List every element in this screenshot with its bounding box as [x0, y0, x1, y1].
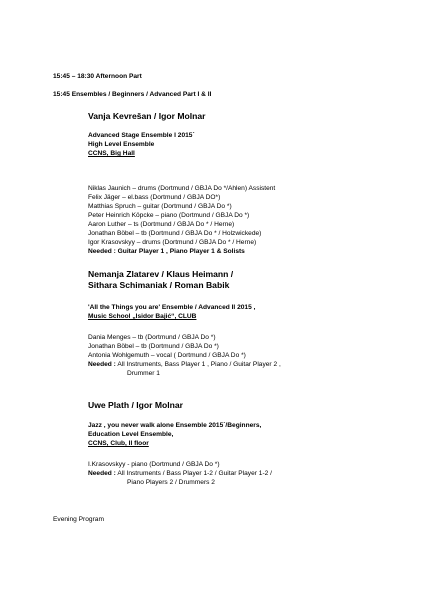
section1-member: Matthias Spruch – guitar (Dortmund / GBJA Do *) — [88, 203, 232, 210]
section1-member: Aaron Luther – ts (Dortmund / GBJA Do * / Herne) — [88, 221, 235, 228]
section2-title-line1: Nemanja Zlatarev / Klaus Heimann / — [88, 269, 234, 279]
section2-needed-label: Needed : — [88, 361, 116, 368]
section2-location: Music School „Isidor Bajić“, CLUB — [88, 313, 197, 320]
section2-member: Jonathan Böbel – tb (Dortmund / GBJA Do *) — [88, 343, 219, 350]
section1-level: High Level Ensemble — [88, 141, 155, 148]
section2-needed-text: All Instruments, Bass Player 1 , Piano / Guitar Player 2 , — [115, 361, 281, 368]
section1-needed: Needed : Guitar Player 1 , Piano Player 1 & Solists — [88, 248, 245, 255]
section3-member: I.Krasovskyy - piano (Dortmund / GBJA Do *) — [88, 461, 220, 468]
section3-needed — [88, 470, 272, 478]
section1-member: Igor Krasovskyy – drums (Dortmund / GBJA Do * / Herne) — [88, 239, 257, 246]
section2-member: Dania Menges – tb (Dortmund / GBJA Do *) — [88, 334, 216, 341]
evening-program-label: Evening Program — [53, 516, 104, 523]
section2-ensemble: 'All the Things you are' Ensemble / Advanced II 2015 , — [88, 304, 256, 311]
section2-title-line2: Sithara Schimaniak / Roman Babik — [88, 280, 230, 290]
section1-member: Jonathan Böbel – tb (Dortmund / GBJA Do * / Holzwickede) — [88, 230, 262, 237]
section3-location: CCNS, Club, II floor — [88, 440, 149, 447]
section2-needed-continued: Drummer 1 — [127, 370, 160, 377]
section1-member: Felix Jäger – el.bass (Dortmund / GBJA DO*) — [88, 194, 221, 201]
ensembles-overview-line: 15:45 Ensembles / Beginners / Advanced Part I & II — [53, 91, 212, 98]
section3-needed-text: All Instruments / Bass Player 1-2 / Guitar Player 1-2 / — [115, 470, 272, 477]
section2-member: Antonia Wohlgemuth – vocal ( Dortmund / GBJA Do *) — [88, 352, 246, 359]
section3-ensemble-line2: Education Level Ensemble, — [88, 431, 174, 438]
afternoon-time-line: 15:45 – 18:30 Afternoon Part — [53, 73, 142, 80]
section1-ensemble: Advanced Stage Ensemble I 2015´ — [88, 132, 195, 139]
section3-needed-label: Needed : — [88, 470, 116, 477]
section1-member: Peter Heinrich Köpcke – piano (Dortmund / GBJA Do *) — [88, 212, 250, 219]
section3-ensemble-line1: Jazz , you never walk alone Ensemble 2015´/Beginners, — [88, 422, 262, 429]
section1-member: Niklas Jaunich – drums (Dortmund / GBJA Do */Ahlen) Assistent — [88, 185, 276, 192]
section3-needed-continued: Piano Players 2 / Drummers 2 — [127, 479, 215, 486]
section2-needed — [88, 361, 281, 369]
section3-title: Uwe Plath / Igor Molnar — [88, 400, 184, 410]
section1-location: CCNS, Big Hall — [88, 150, 135, 157]
section1-title: Vanja Kevrešan / Igor Molnar — [88, 111, 206, 121]
